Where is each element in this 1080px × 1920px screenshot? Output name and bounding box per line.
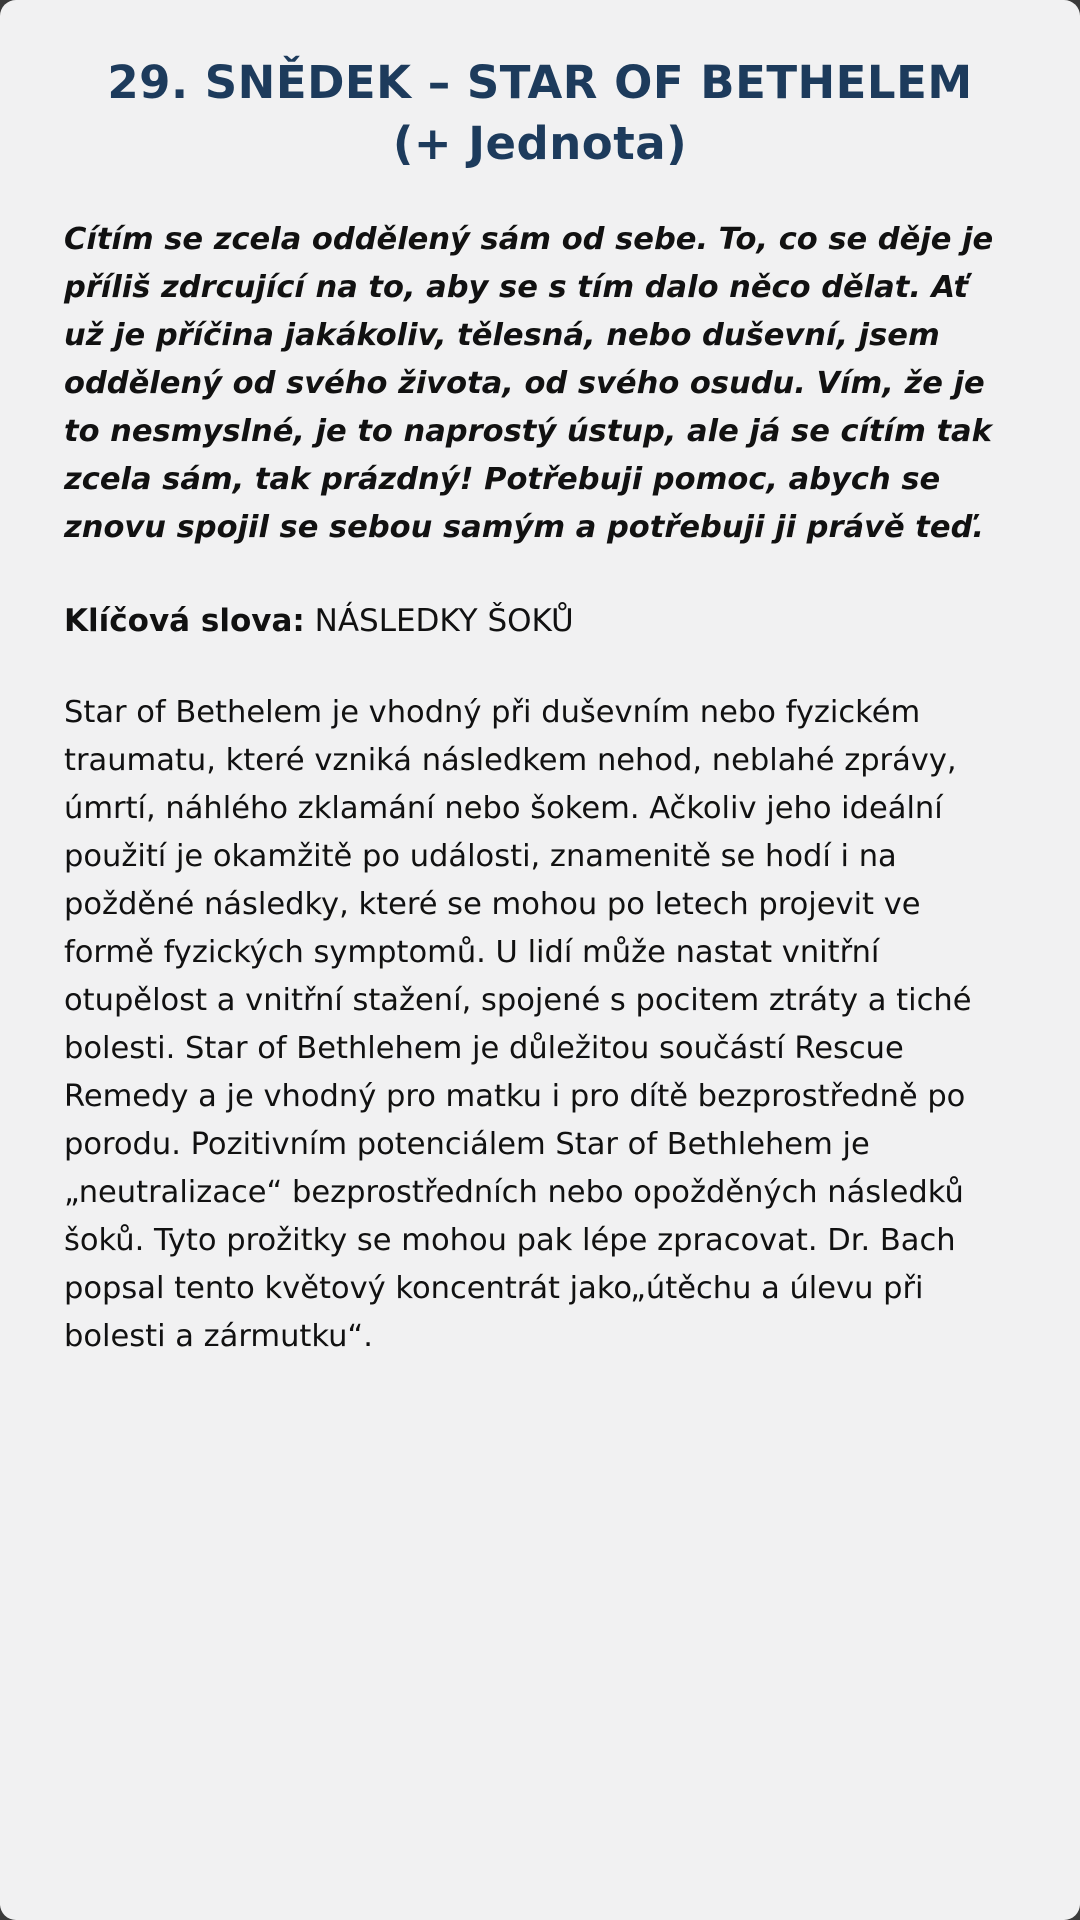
keywords-line bbox=[64, 597, 1016, 645]
emotional-state-quote: Cítím se zcela oddělený sám od sebe. To, co se děje je příliš zdrcující na to, aby se s tím dalo něco dělat. Ať už je příčina jakákoliv, tělesná, nebo duševní, jsem oddělený od svého života, od svého osudu. Vím, že je to nesmyslné, je to naprostý ústup, ale já se cítím tak zcela sám, tak prázdný! Potřebuji pomoc, abych se znovu spojil se sebou samým a potřebuji ji právě teď. bbox=[64, 222, 994, 545]
title-line-1: 29. SNĚDEK – STAR OF BETHELEM bbox=[107, 56, 973, 109]
remedy-description: Star of Bethelem je vhodný při duševním nebo fyzickém traumatu, které vzniká následkem nehod, neblahé zprávy, úmrtí, náhlého zklamání nebo šokem. Ačkoliv jeho ideální použití je okamžitě po události, znamenitě se hodí i na požděné následky, které se mohou po letech projevit ve formě fyzických symptomů. U lidí může nastat vnitřní otupělost a vnitřní stažení, spojené s pocitem ztráty a tiché bolesti. Star of Bethlehem je důležitou součástí Rescue Remedy a je vhodný pro matku i pro dítě bezprostředně po porodu. Pozitivním potenciálem Star of Bethlehem je „neutralizace“ bezprostředních nebo opožděných následků šoků. Tyto prožitky se mohou pak lépe zpracovat. Dr. Bach popsal tento květový koncentrát jako„útěchu a úlevu při bolesti a zármutku“. bbox=[64, 695, 972, 1354]
title-line-2: (+ Jednota) bbox=[392, 117, 688, 170]
keywords-value: NÁSLEDKY ŠOKŮ bbox=[314, 603, 574, 639]
page-title bbox=[64, 52, 1016, 174]
keywords-label: Klíčová slova: bbox=[64, 603, 305, 639]
